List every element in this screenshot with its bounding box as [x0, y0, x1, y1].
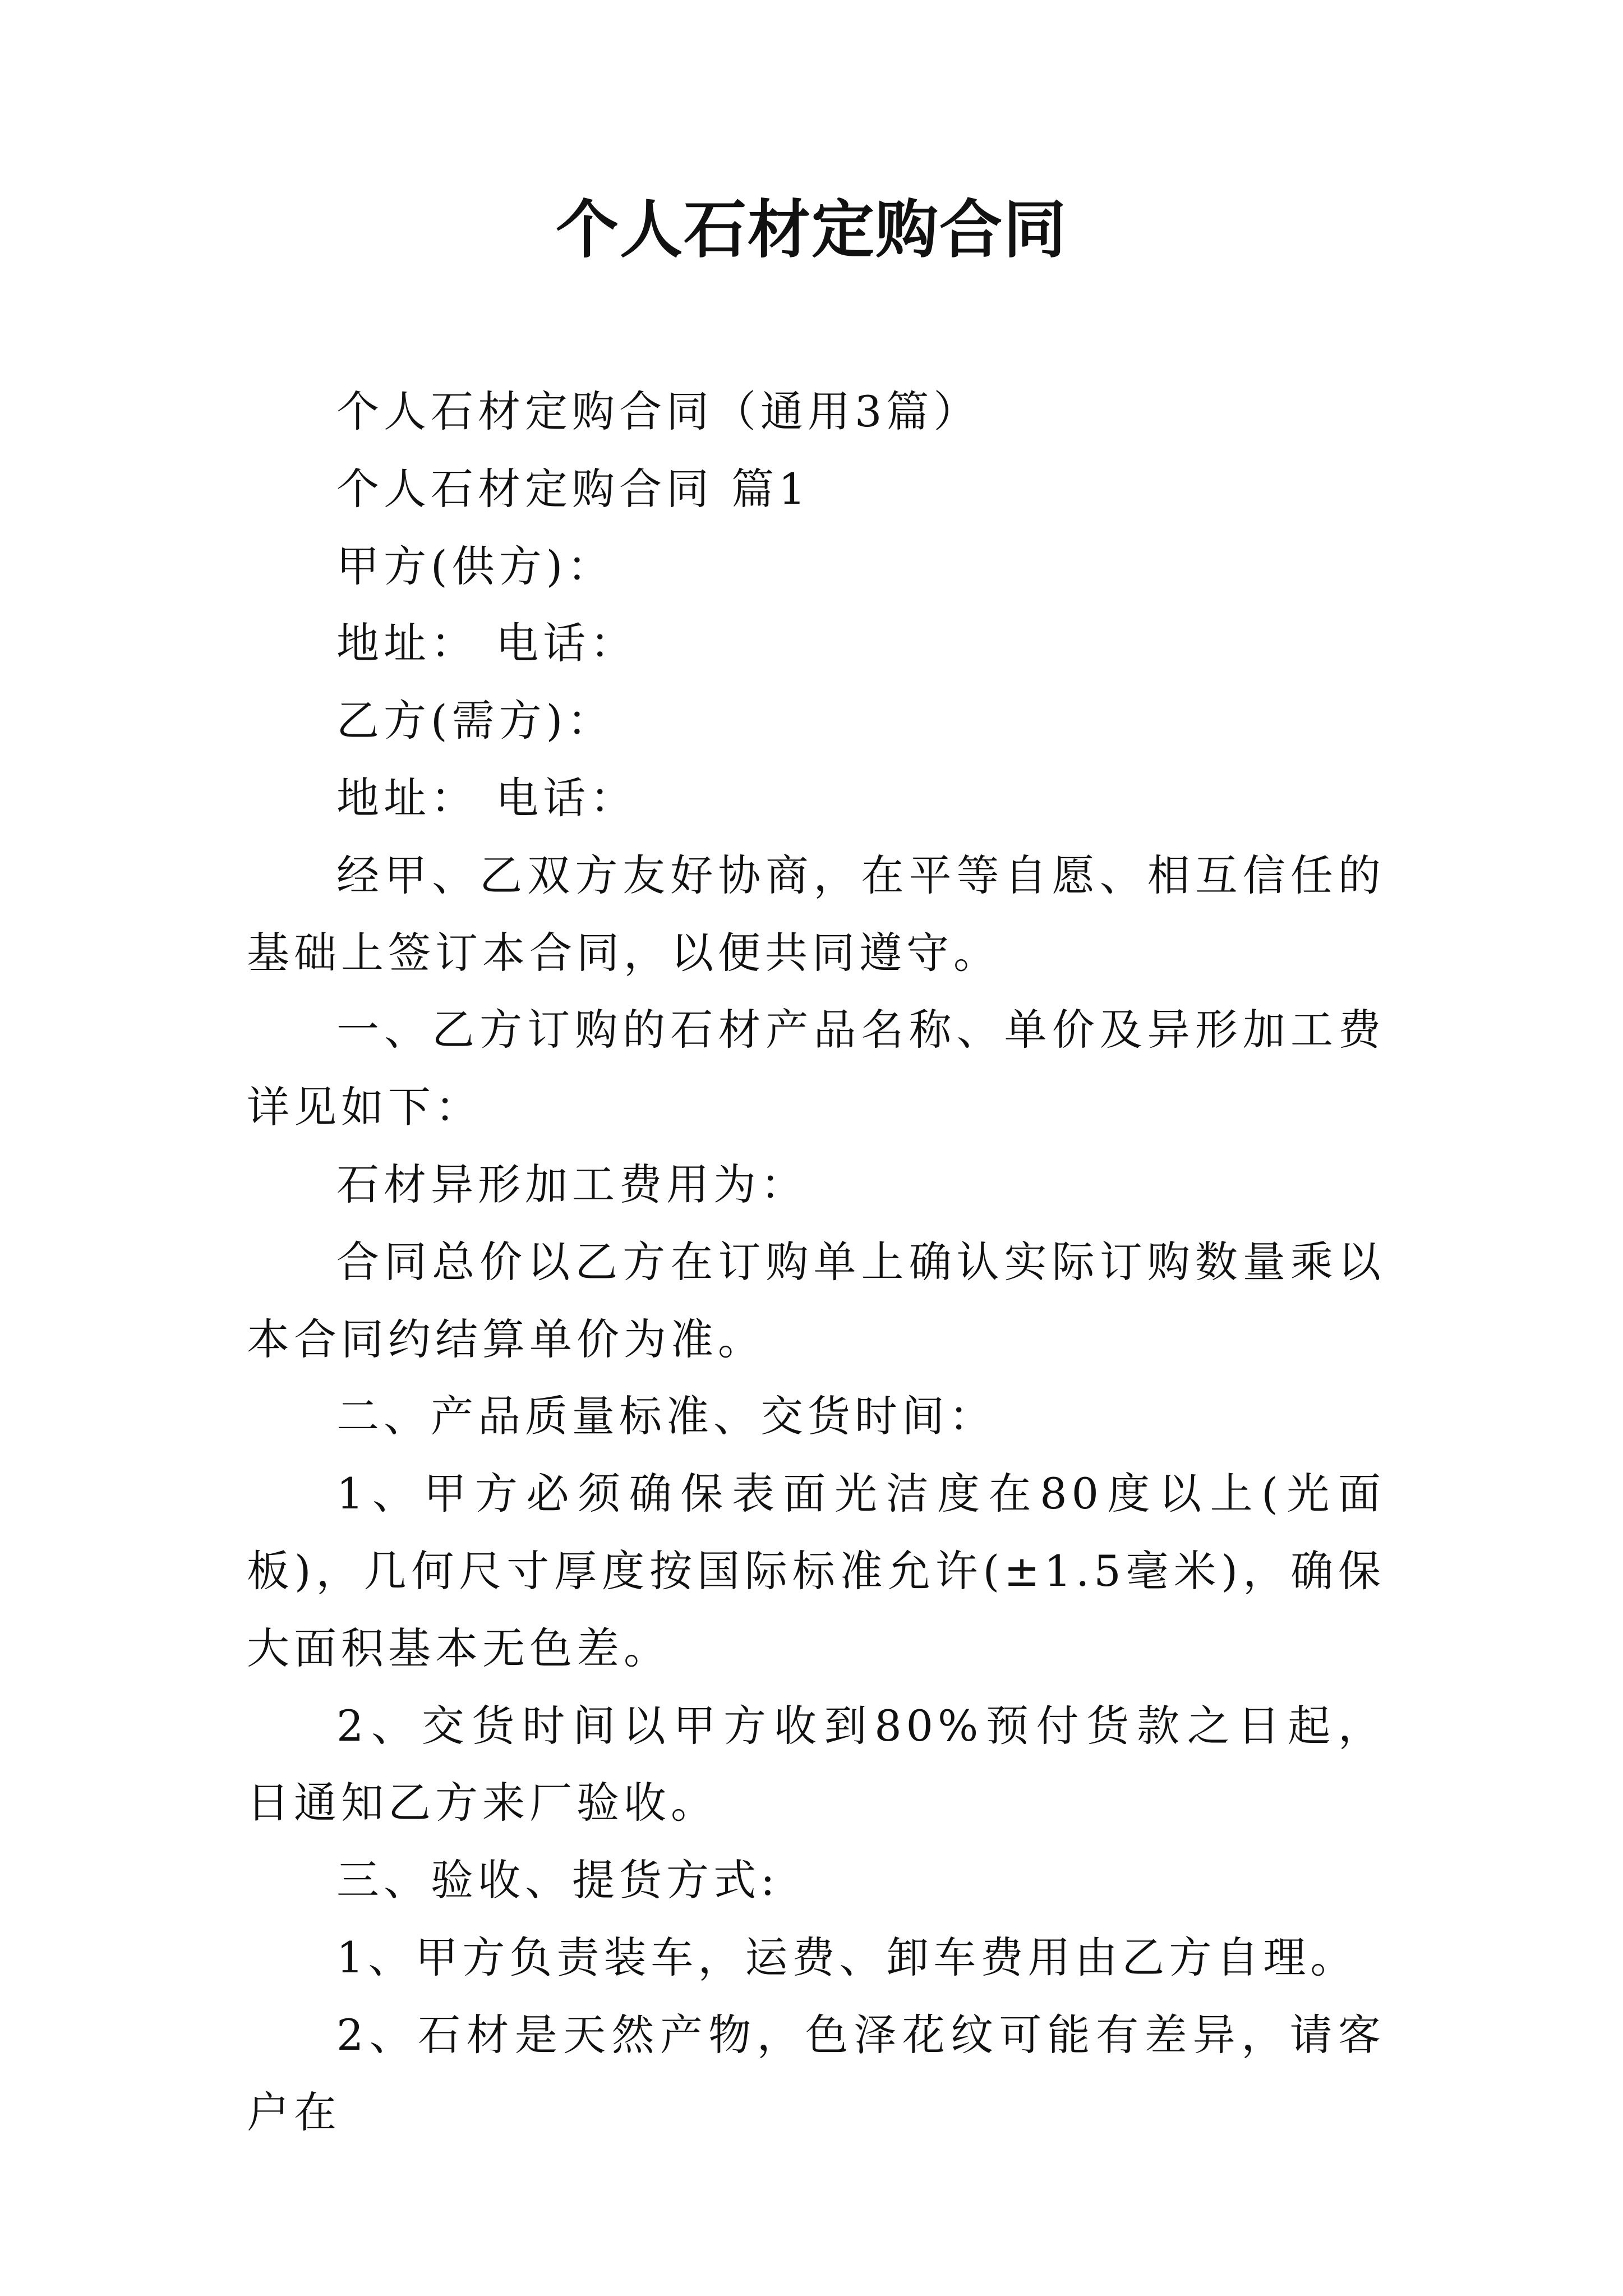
paragraph-clause-2-item-1: 1、甲方必须确保表面光洁度在80度以上(光面板)，几何尺寸厚度按国际标准允许(±1.5毫米)，确保大面积基本无色差。: [247, 1469, 1385, 1673]
paragraph-subtitle: 个人石材定购合同（通用3篇）: [336, 386, 981, 436]
paragraph-clause-1: 一、乙方订购的石材产品名称、单价及异形加工费详见如下：: [247, 1005, 1385, 1133]
paragraph-clause-2-item-2: 2、交货时间以甲方收到80%预付货款之日起， 日通知乙方来厂验收。: [247, 1700, 1385, 1828]
document-body: [247, 373, 1385, 2151]
paragraph-preamble: 经甲、乙双方友好协商，在平等自愿、相互信任的基础上签订本合同，以便共同遵守。: [247, 850, 1385, 978]
paragraph-party-b-address: 地址： 电话：: [336, 772, 638, 823]
paragraph-clause-3: 三、验收、提货方式:: [336, 1855, 780, 1906]
paragraph-clause-3-item-1: 1、甲方负责装车，运费、卸车费用由乙方自理。: [336, 1932, 1358, 1982]
paragraph-processing-fee: 石材异形加工费用为：: [336, 1159, 808, 1209]
paragraph-clause-2: 二、产品质量标准、交货时间：: [336, 1391, 996, 1442]
paragraph-party-b: 乙方(需方)：: [336, 696, 615, 746]
paragraph-party-a: 甲方(供方)：: [336, 541, 615, 591]
paragraph-total-price: 合同总价以乙方在订购单上确认实际订购数量乘以本合同约结算单价为准。: [247, 1236, 1385, 1364]
document-title: 个人石材定购合同: [556, 193, 1067, 266]
paragraph-clause-3-item-2: 2、石材是天然产物，色泽花纹可能有差异，请客户在: [247, 2009, 1385, 2137]
paragraph-section-heading: 个人石材定购合同 篇1: [336, 463, 810, 514]
paragraph-party-a-address: 地址： 电话：: [336, 618, 638, 669]
